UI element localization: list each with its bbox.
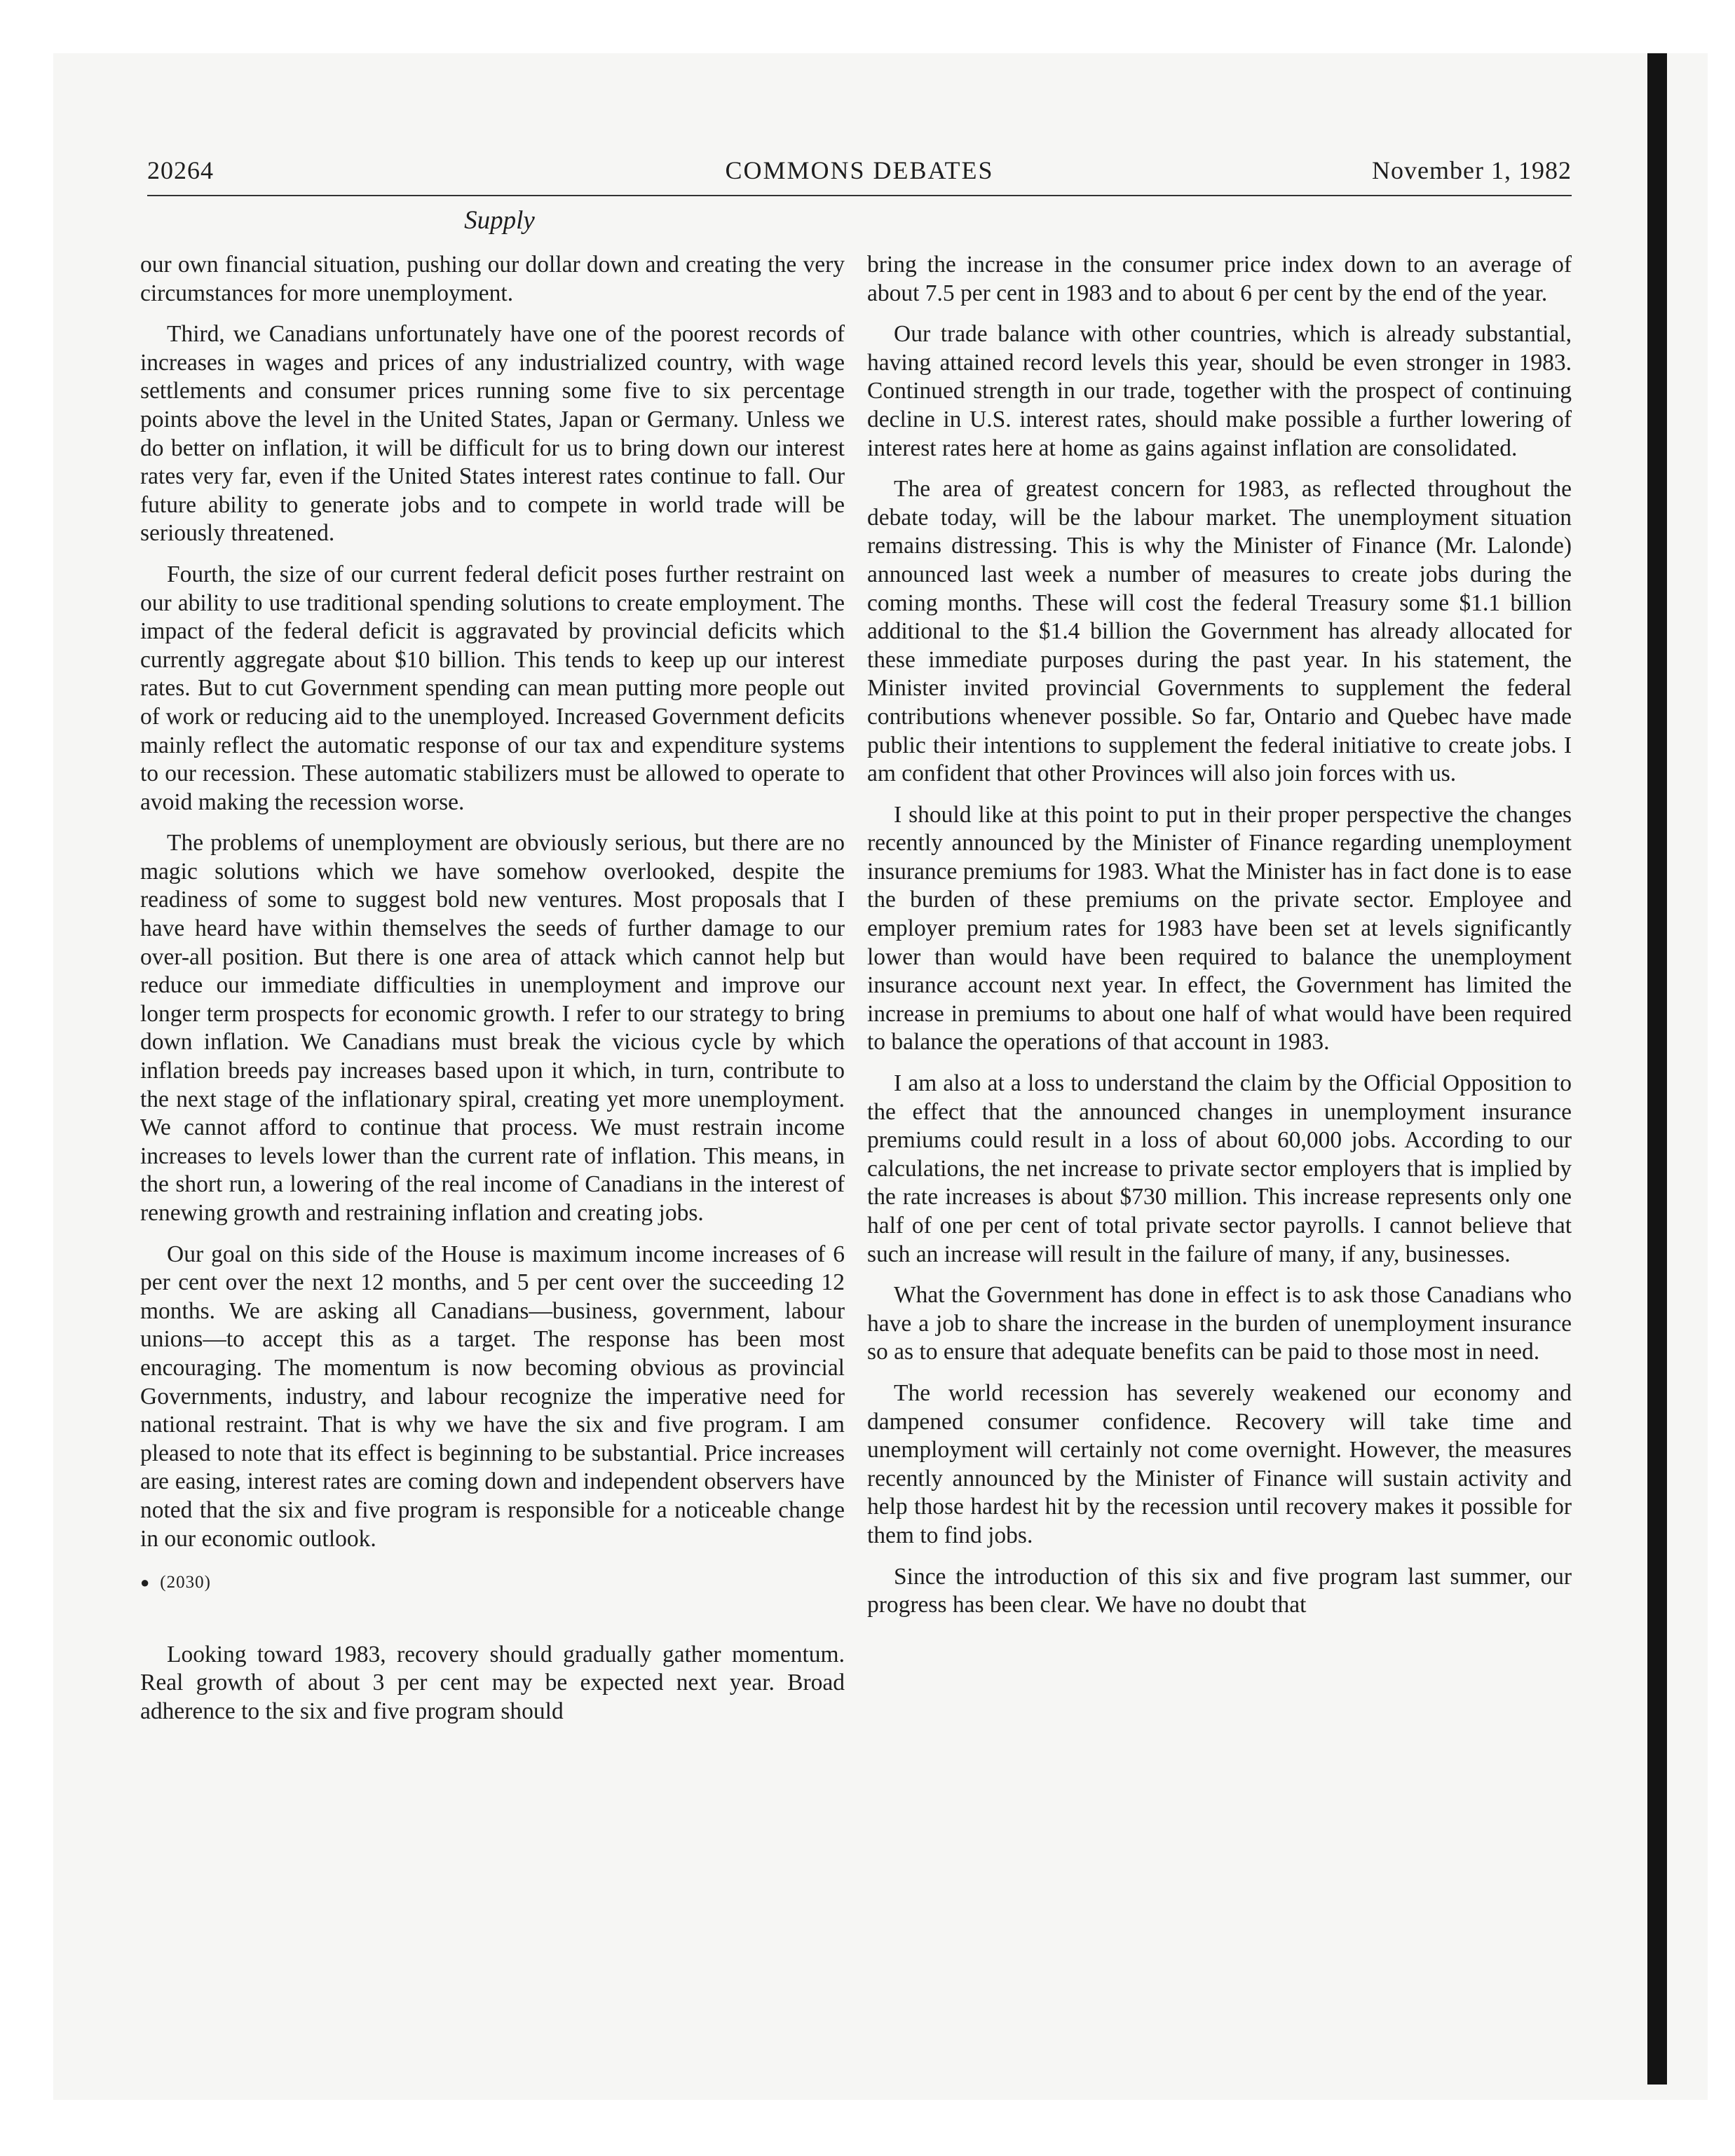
paragraph: Our trade balance with other countries, which is already substantial, having attained record levels this year, should be even stronger in 1983. Continued strength in our trade, together with the prospect of continuing decline in U.S. interest rates, should make possible a further lowering of interest rates here at home as gains against inflation are consolidated. (867, 321, 1572, 461)
time-marker (140, 1569, 845, 1597)
paragraph: The world recession has severely weakened our economy and dampened consumer confidence. Recovery will take time and unemployment will certainly not come overnight. However, the measures recently announced by the Minister of Finance will sustain activity and help those hardest hit by the recession until recovery makes it possible for them to find jobs. (867, 1379, 1572, 1548)
section-title: Supply (464, 206, 535, 235)
paragraph: The area of greatest concern for 1983, as reflected throughout the debate today, will be the labour market. The unemployment situation remains distressing. This is why the Minister of Finance (Mr. Lalonde) announced last week a number of measures to create jobs during the coming months. These will cost the federal Treasury some $1.1 billion additional to the $1.4 billion the Government has already allocated for these immediate purposes during the past year. In his statement, the Minister invited provincial Governments to supplement the federal contributions whenever possible. So far, Ontario and Quebec have made public their intentions to supplement the federal initiative to create jobs. I am confident that other Provinces will also join forces with us. (867, 476, 1572, 787)
left-column (140, 251, 845, 1739)
running-header (147, 156, 1572, 196)
paragraph: The problems of unemployment are obviously serious, but there are no magic solutions which we have somehow overlooked, despite the readiness of some to suggest bold new ventures. Most proposals that I have heard have within themselves the seeds of further damage to our over-all position. But there is one area of attack which cannot help but reduce our immediate difficulties in unemployment and improve our longer term prospects for economic growth. I refer to our strategy to bring down inflation. We Canadians must break the vicious cycle by which inflation breeds pay increases based upon it which, in turn, contribute to the next stage of the inflationary spiral, creating yet more unemployment. We cannot afford to continue that process. We must restrain income increases to levels lower than the current rate of inflation. This means, in the short run, a lowering of the real income of Canadians in the interest of renewing growth and restraining inflation and creating jobs. (140, 830, 845, 1226)
paragraph: What the Government has done in effect is to ask those Canadians who have a job to share the increase in the burden of unemployment insurance so as to ensure that adequate benefits can be paid to those most in need. (867, 1282, 1572, 1365)
paragraph: bring the increase in the consumer price index down to an average of about 7.5 per cent in 1983 and to about 6 per cent by the end of the year. (867, 252, 1572, 306)
right-column (867, 251, 1572, 1632)
scan-edge-bar (1647, 53, 1667, 2085)
paragraph: Third, we Canadians unfortunately have one of the poorest records of increases in wages and prices of any industrialized country, with wage settlements and consumer prices running some five to six percentage points above the level in the United States, Japan or Germany. Unless we do better on inflation, it will be difficult for us to bring down our interest rates very far, even if the United States interest rates continue to fall. Our future ability to generate jobs and to compete in world trade will be seriously threatened. (140, 321, 845, 547)
publication-title: COMMONS DEBATES (725, 156, 994, 184)
paragraph: Fourth, the size of our current federal deficit poses further restraint on our ability to use traditional spending solutions to create employment. The impact of the federal deficit is aggravated by provincial deficits which currently aggregate about $10 billion. This tends to keep up our interest rates. But to cut Government spending can mean putting more people out of work or reducing aid to the unemployed. Increased Government deficits mainly reflect the automatic response of our tax and expenditure systems to our recession. These automatic stabilizers must be allowed to operate to avoid making the recession worse. (140, 561, 845, 815)
paragraph: Looking toward 1983, recovery should gradually gather momentum. Real growth of about 3 per cent may be expected next year. Broad adherence to the six and five program should (140, 1641, 845, 1724)
paragraph: our own financial situation, pushing our dollar down and creating the very circumstances for more unemployment. (140, 252, 845, 306)
page-number: 20264 (147, 156, 214, 184)
time-marker-label: (2030) (160, 1573, 211, 1592)
publication-date: November 1, 1982 (1372, 156, 1572, 184)
paragraph: Since the introduction of this six and five program last summer, our progress has been clear. We have no doubt that (867, 1563, 1572, 1618)
bullet-icon: ● (140, 1574, 151, 1592)
paragraph: I should like at this point to put in their proper perspective the changes recently announced by the Minister of Finance regarding unemployment insurance premiums for 1983. What the Minister has in fact done is to ease the burden of these premiums on the private sector. Employee and employer premium rates for 1983 have been set at levels significantly lower than would have been required to balance the unemployment insurance account next year. In effect, the Government has limited the increase in premiums to about one half of what would have been required to balance the operations of that account in 1983. (867, 801, 1572, 1056)
paragraph: Our goal on this side of the House is maximum income increases of 6 per cent over the next 12 months, and 5 per cent over the succeeding 12 months. We are asking all Canadians—business, government, labour unions—to accept this as a target. The response has been most encouraging. The momentum is now becoming obvious as provincial Governments, industry, and labour recognize the imperative need for national restraint. That is why we have the six and five program. I am pleased to note that its effect is beginning to be substantial. Price increases are easing, interest rates are coming down and independent observers have noted that the six and five program is responsible for a noticeable change in our economic outlook. (140, 1241, 845, 1552)
paragraph: I am also at a loss to understand the claim by the Official Opposition to the effect that the announced changes in unemployment insurance premiums could result in a loss of about 60,000 jobs. According to our calculations, the net increase to private sector employers that is implied by the rate increases is about $730 million. This increase represents only one half of one per cent of total private sector payrolls. I cannot believe that such an increase will result in the failure of many, if any, businesses. (867, 1070, 1572, 1267)
